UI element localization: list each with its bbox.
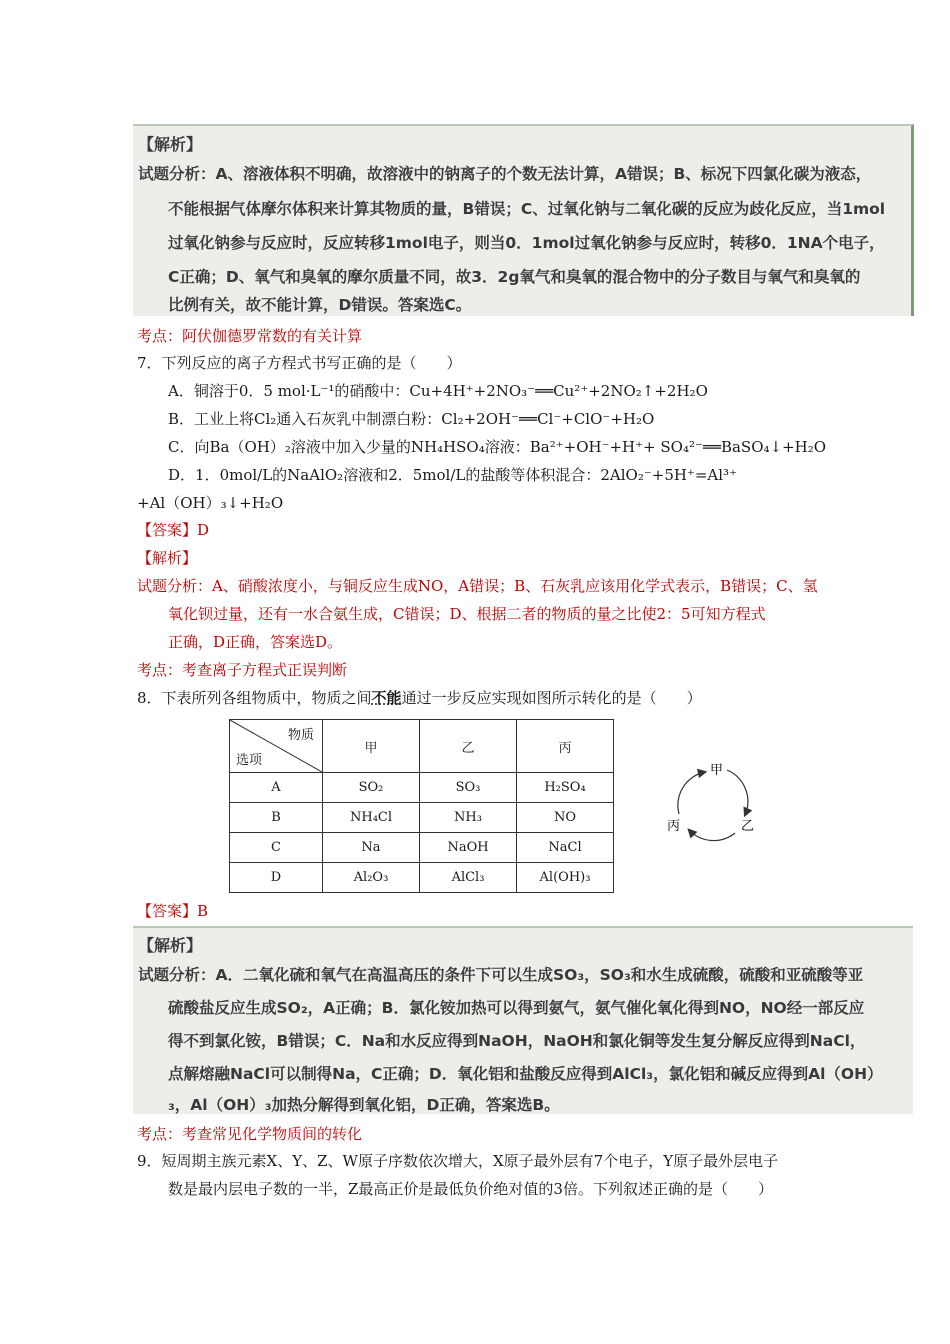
kaodian-1: 考点：阿伏伽德罗常数的有关计算 <box>137 327 363 345</box>
analysis-box-1-line: 试题分析：A、溶液体积不明确，故溶液中的钠离子的个数无法计算，A错误；B、标况下四氯化碳为液态， <box>138 165 872 183</box>
q7-kaodian: 考点：考查离子方程式正误判断 <box>137 661 348 679</box>
analysis-box-2-line: ₃，Al（OH）₃加热分解得到氧化铝，D正确，答案选B。 <box>168 1096 560 1114</box>
conversion-cycle-diagram <box>665 758 775 848</box>
q7-analysis: 正确，D正确，答案选D。 <box>168 633 343 651</box>
q8-table-row <box>230 863 614 893</box>
q7-jiexi: 【解析】 <box>137 549 198 567</box>
q8-header: 甲 <box>323 720 420 773</box>
cycle-node-left: 丙 <box>667 819 681 834</box>
analysis-box-1-line: 不能根据气体摩尔体积来计算其物质的量，B错误；C、过氧化钠与二氧化碳的反应为歧化反应，当1mol <box>168 200 886 218</box>
q8-cell: H₂SO₄ <box>517 773 614 803</box>
q8-stem <box>137 687 702 708</box>
q7-option-d-cont: +Al（OH）₃↓+H₂O <box>137 494 284 512</box>
q8-cell: D <box>230 863 323 893</box>
q8-stem-part-a: 8．下表所列各组物质中，物质之间 <box>137 689 372 707</box>
q8-cell: NH₃ <box>420 803 517 833</box>
q8-cell: SO₂ <box>323 773 420 803</box>
q8-stem-emphasis: 不能 <box>371 689 402 707</box>
arrow-yi-to-bing <box>689 830 735 841</box>
q8-answer: 【答案】B <box>137 902 209 920</box>
q8-stem-part-b: 通过一步反应实现如图所示转化的是（ ） <box>401 689 702 707</box>
q8-cell: NH₄Cl <box>323 803 420 833</box>
q7-answer: 【答案】D <box>137 521 210 539</box>
cycle-node-right: 乙 <box>741 819 755 834</box>
analysis-box-1-line: 过氧化钠参与反应时，反应转移1mol电子，则当0．1mol过氧化钠参与反应时，转移0．1NA个电子， <box>168 234 885 252</box>
q8-table-row <box>230 773 614 803</box>
q7-analysis: 试题分析：A、硝酸浓度小，与铜反应生成NO，A错误；B、石灰乳应该用化学式表示，B错误；C、氢 <box>137 577 818 595</box>
arrow-bing-to-jia <box>678 772 705 814</box>
analysis-box-2-line: 硫酸盐反应生成SO₂，A正确；B．氯化铵加热可以得到氨气，氨气催化氧化得到NO，NO经一部反应 <box>168 999 865 1017</box>
corner-bottom-label: 选项 <box>236 753 263 768</box>
analysis-box-2-line: 得不到氯化铵，B错误；C．Na和水反应得到NaOH，NaOH和氯化铜等发生复分解反应得到NaCl， <box>168 1032 866 1050</box>
analysis-box-1-header: 【解析】 <box>138 135 203 154</box>
q7-option-c: C．向Ba（OH）₂溶液中加入少量的NH₄HSO₄溶液：Ba²⁺+OH⁻+H⁺+ SO₄²⁻══BaSO₄↓+H₂O <box>168 438 827 456</box>
cycle-node-top: 甲 <box>710 763 724 778</box>
q7-option-b: B．工业上将Cl₂通入石灰乳中制漂白粉：Cl₂+2OH⁻══Cl⁻+ClO⁻+H₂O <box>168 410 655 428</box>
q9-stem-cont: 数是最内层电子数的一半，Z最高正价是最低负价绝对值的3倍。下列叙述正确的是（ ） <box>168 1180 773 1198</box>
q8-table-corner <box>230 720 323 773</box>
q8-cell: C <box>230 833 323 863</box>
q8-cell: Na <box>323 833 420 863</box>
q8-table <box>229 719 614 893</box>
corner-top-label: 物质 <box>287 728 314 743</box>
analysis-box-2-line: 点解熔融NaCl可以制得Na，C正确；D．氧化铝和盐酸反应得到AlCl₃，氯化铝和碱反应得到Al（OH） <box>168 1065 883 1083</box>
analysis-box-1-line: C正确；D、氧气和臭氧的摩尔质量不同，故3．2g氧气和臭氧的混合物中的分子数目与氧气和臭氧的 <box>168 268 861 286</box>
q8-cell: NO <box>517 803 614 833</box>
q7-option-a: A．铜溶于0．5 mol·L⁻¹的硝酸中：Cu+4H⁺+2NO₃⁻══Cu²⁺+2NO₂↑+2H₂O <box>168 382 708 400</box>
q8-cell: Al(OH)₃ <box>517 863 614 893</box>
q8-cell: SO₃ <box>420 773 517 803</box>
analysis-box-2-line: 试题分析：A．二氧化硫和氧气在高温高压的条件下可以生成SO₃，SO₃和水生成硫酸，硫酸和亚硫酸等亚 <box>138 966 864 984</box>
q8-cell: A <box>230 773 323 803</box>
analysis-box-1-line: 比例有关，故不能计算，D错误。答案选C。 <box>168 296 472 314</box>
q8-table-row <box>230 833 614 863</box>
q8-header: 乙 <box>420 720 517 773</box>
q7-stem: 7．下列反应的离子方程式书写正确的是（ ） <box>137 354 462 372</box>
q8-header: 丙 <box>517 720 614 773</box>
analysis-box-2-header: 【解析】 <box>138 936 203 955</box>
q7-option-d: D．1．0mol/L的NaAlO₂溶液和2．5mol/L的盐酸等体积混合：2AlO₂⁻+5H⁺=Al³⁺ <box>168 466 737 484</box>
q8-cell: AlCl₃ <box>420 863 517 893</box>
kaodian-2: 考点：考查常见化学物质间的转化 <box>137 1125 363 1143</box>
q9-stem: 9．短周期主族元素X、Y、Z、W原子序数依次增大，X原子最外层有7个电子，Y原子最外层电子 <box>137 1152 779 1170</box>
analysis-box-2 <box>133 926 913 1114</box>
q8-table-row <box>230 803 614 833</box>
arrow-jia-to-yi <box>727 770 748 815</box>
q8-cell: NaCl <box>517 833 614 863</box>
q8-cell: Al₂O₃ <box>323 863 420 893</box>
q7-analysis: 氧化钡过量，还有一水合氨生成，C错误；D、根据二者的物质的量之比使2：5可知方程式 <box>168 605 766 623</box>
analysis-box-1 <box>133 124 914 316</box>
q8-cell: NaOH <box>420 833 517 863</box>
q8-cell: B <box>230 803 323 833</box>
